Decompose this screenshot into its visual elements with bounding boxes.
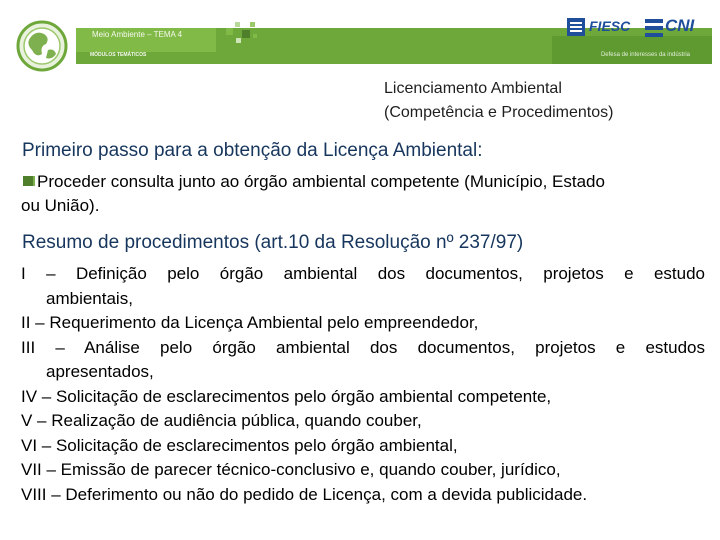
banner-title: Meio Ambiente – TEMA 4	[92, 30, 183, 39]
list-item-line-1: VI – Solicitação de esclarecimentos pelo órgão ambiental,	[21, 435, 458, 455]
list-item	[21, 409, 705, 434]
list-item	[21, 262, 705, 311]
page-title-line-2: (Competência e Procedimentos)	[384, 104, 614, 121]
banner-subtitle: MÓDULOS TEMÁTICOS	[90, 52, 147, 58]
fiesc-logo-icon	[567, 18, 585, 36]
list-item-line-2: ambientais,	[46, 288, 133, 308]
list-item-line-1: VII – Emissão de parecer técnico-conclusivo e, quando couber, jurídico,	[21, 460, 561, 479]
list-item	[21, 458, 705, 483]
bullet-text-line-2: ou União).	[21, 196, 100, 215]
page-title-line-1: Licenciamento Ambiental	[384, 80, 562, 97]
globe-icon	[12, 16, 74, 72]
list-item-line-2: apresentados,	[46, 362, 154, 381]
list-item-line-1: I – Definição pelo órgão ambiental dos documentos, projetos e estudo	[21, 264, 705, 283]
list-item-line-1: II – Requerimento da Licença Ambiental pelo empreendedor,	[21, 313, 479, 332]
section-heading-procedures: Resumo de procedimentos (art.10 da Resolução nº 237/97)	[22, 232, 524, 253]
cni-logo: CNI	[665, 16, 695, 35]
bullet-square-icon	[23, 176, 35, 186]
list-item	[21, 483, 705, 508]
squares-icon	[222, 18, 262, 48]
list-item	[21, 311, 705, 336]
list-item-line-1: III – Análise pelo órgão ambiental dos documentos, projetos e estudos	[21, 337, 705, 357]
logos	[557, 16, 717, 42]
list-item-line-1: IV – Solicitação de esclarecimentos pelo órgão ambiental competente,	[21, 386, 552, 406]
list-item	[21, 385, 705, 410]
cni-logo-icon	[645, 19, 663, 37]
page-title	[384, 77, 714, 125]
banner-right-text: Defesa de interesses da indústria	[600, 52, 690, 58]
first-step-bullet	[21, 170, 717, 218]
list-item	[21, 434, 705, 459]
header-banner	[12, 16, 712, 68]
fiesc-logo: FIESC	[589, 18, 631, 34]
list-item-line-1: VIII – Deferimento ou não do pedido de Licença, com a devida publicidade.	[21, 484, 588, 504]
list-item-line-1: V – Realização de audiência pública, quando couber,	[21, 411, 422, 430]
list-item	[21, 336, 705, 385]
procedures-list	[21, 262, 705, 507]
bullet-text-line-1: Proceder consulta junto ao órgão ambiental competente (Município, Estado	[37, 172, 605, 191]
section-heading-first-step: Primeiro passo para a obtenção da Licença Ambiental:	[22, 140, 483, 161]
